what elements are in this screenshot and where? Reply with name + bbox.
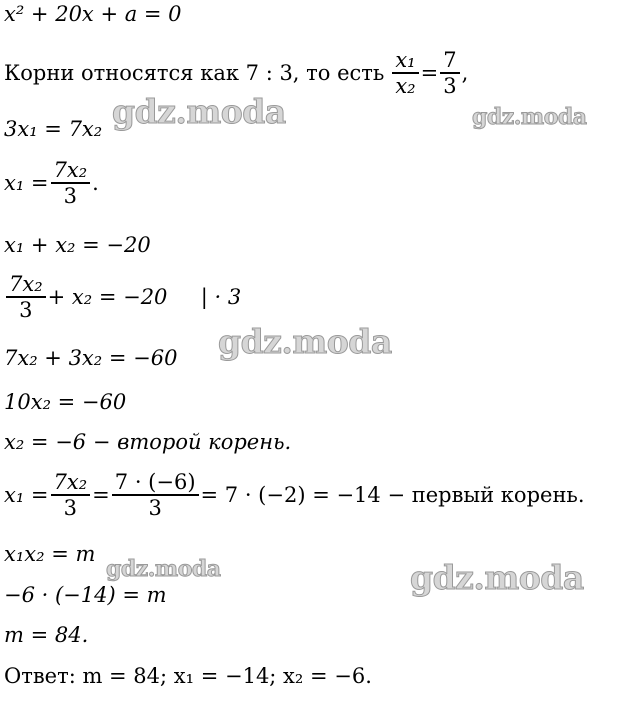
equals-sign: =	[420, 60, 439, 85]
equation-line-7	[4, 346, 177, 370]
ratio-fraction-value	[440, 48, 459, 98]
equation-text: −6 · (−14) = m	[4, 583, 167, 607]
equation-lhs: x₁ =	[4, 482, 49, 507]
equation-text: 10x₂ = −60	[4, 390, 127, 414]
fraction-denominator: x₂	[395, 73, 416, 98]
answer-line	[4, 664, 372, 688]
period: .	[92, 170, 99, 195]
watermark-logo: gdz.moda	[218, 322, 392, 361]
equation-line-11	[4, 542, 95, 566]
equation-line-10	[4, 470, 585, 520]
watermark-logo: gdz.moda	[410, 558, 584, 597]
equation-text: 3x₁ = 7x₂	[4, 117, 103, 141]
equals-sign: =	[92, 482, 110, 507]
fraction	[112, 470, 199, 520]
fraction	[51, 470, 91, 520]
equation-rest: = 7 · (−2) = −14 − первый корень.	[200, 482, 585, 507]
equation-line-6	[4, 272, 241, 322]
equation-text: 7x₂ + 3x₂ = −60	[4, 346, 178, 370]
fraction-denominator: 3	[63, 495, 78, 520]
ratio-text: Корни относятся как 7 : 3, то есть	[4, 60, 385, 85]
ratio-fraction-x	[392, 48, 418, 98]
equation-lhs: x₁ =	[4, 170, 49, 195]
equation-text: x² + 20x + a = 0	[4, 2, 182, 26]
equation-rest: + x₂ = −20 | · 3	[47, 284, 242, 309]
fraction-numerator: x₁	[395, 48, 416, 72]
equation-line-13	[4, 623, 88, 647]
fraction-numerator: 7x₂	[53, 158, 88, 182]
fraction-denominator: 3	[63, 183, 78, 208]
equation-text: x₁x₂ = m	[4, 542, 96, 566]
fraction-denominator: 3	[19, 297, 33, 322]
fraction	[6, 272, 46, 322]
fraction-denominator: 3	[148, 495, 162, 520]
fraction-numerator: 7x₂	[53, 470, 88, 494]
fraction	[51, 158, 91, 208]
equation-line-1	[4, 2, 182, 26]
equation-text: m = 84.	[4, 623, 89, 647]
answer-text: Ответ: m = 84; x₁ = −14; x₂ = −6.	[4, 664, 372, 688]
fraction-numerator: 7	[443, 48, 457, 72]
fraction-numerator: 7x₂	[9, 272, 43, 296]
equation-line-12	[4, 583, 167, 607]
equation-line-3	[4, 117, 102, 141]
equation-line-9	[4, 430, 291, 454]
watermark-logo: gdz.moda	[472, 104, 587, 130]
equation-text: x₁ + x₂ = −20	[4, 233, 151, 257]
equation-line-4	[4, 158, 99, 208]
watermark-logo: gdz.moda	[112, 92, 286, 131]
fraction-denominator: 3	[443, 73, 457, 98]
comma: ,	[461, 60, 469, 85]
ratio-statement-line	[4, 48, 468, 98]
equation-line-5	[4, 233, 151, 257]
fraction-numerator: 7 · (−6)	[114, 470, 196, 494]
equation-line-8	[4, 390, 126, 414]
watermark-logo: gdz.moda	[106, 556, 221, 582]
equation-text: x₂ = −6 − второй корень.	[4, 430, 292, 454]
